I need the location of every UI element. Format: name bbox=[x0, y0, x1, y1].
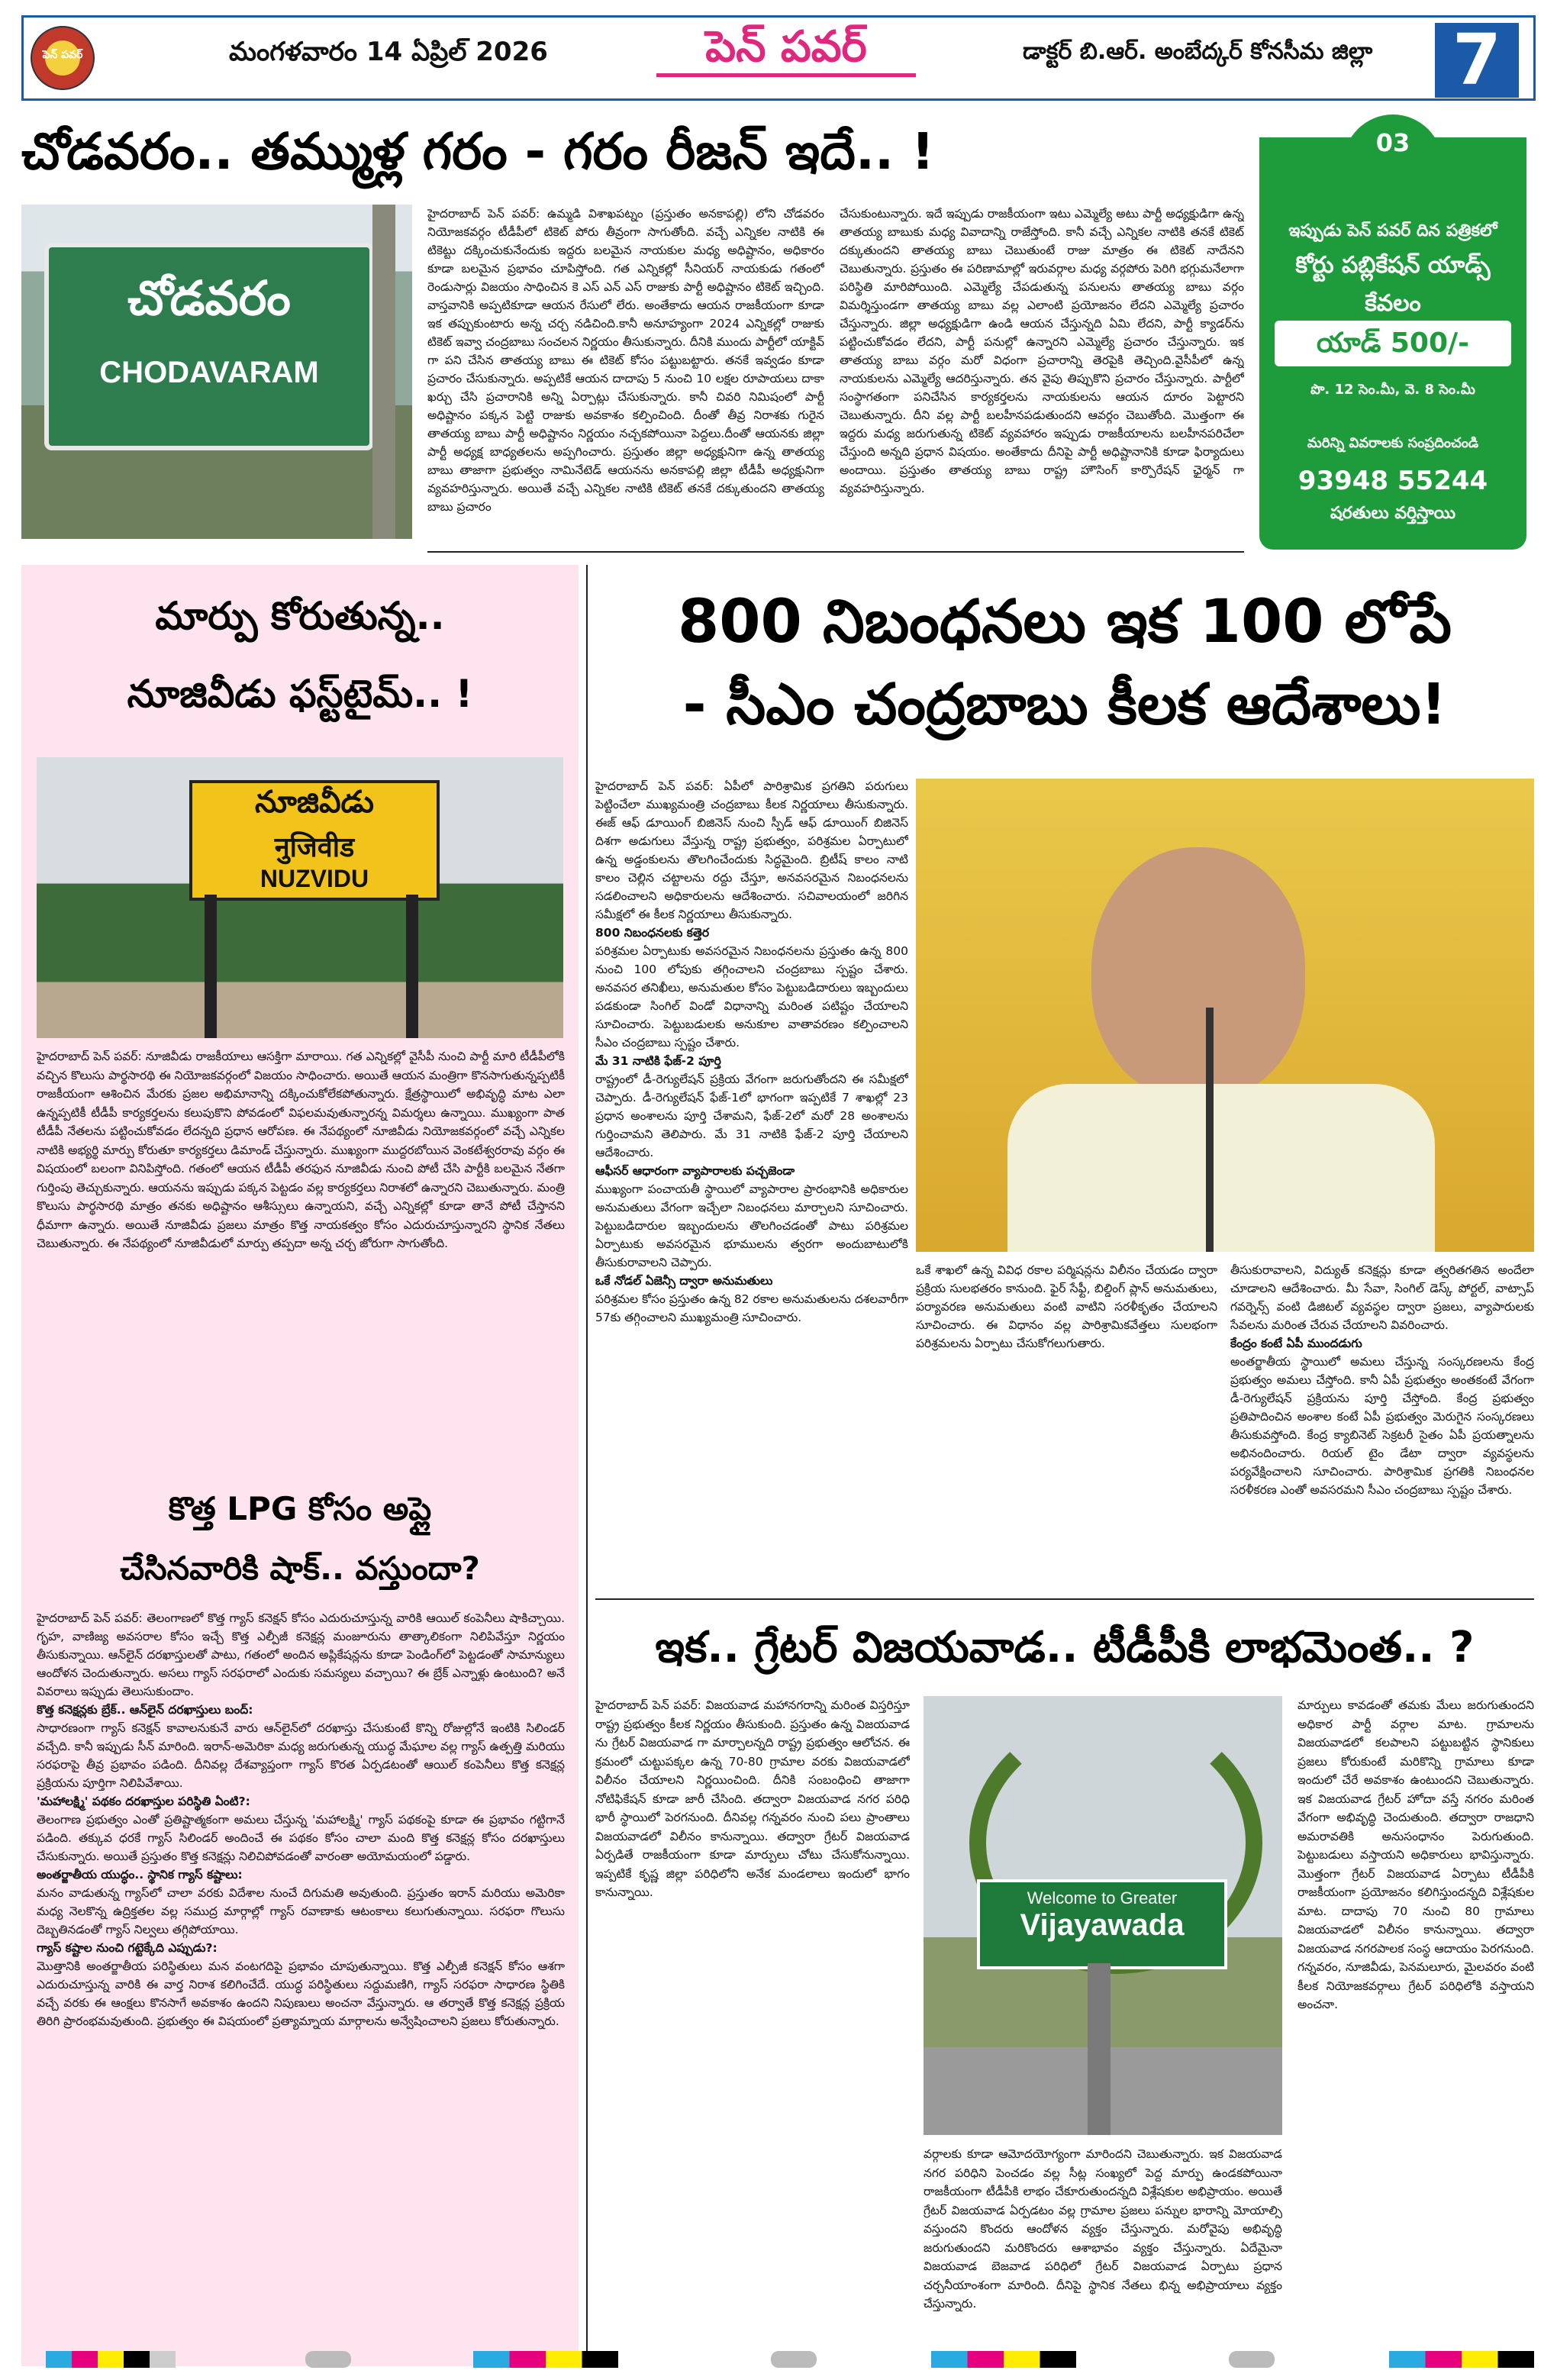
story4-subhead-3: ఆఫీసర్ ఆధారంగా వ్యాపారాలకు పచ్చజెండా bbox=[595, 1164, 795, 1178]
story5-headline: ఇక.. గ్రేటర్ విజయవాడ.. టీడీపీకి లాభమెంత.. ? bbox=[655, 1623, 1475, 1672]
ad-contact-label: మరిన్ని వివరాలకు సంప్రదించండి bbox=[1307, 435, 1479, 451]
story2-headline-line2: నూజివీడు ఫస్ట్‌టైమ్.. ! bbox=[127, 672, 473, 716]
issue-date: మంగళవారం 14 ఏప్రిల్ 2026 bbox=[229, 37, 548, 67]
story5-top-rule bbox=[595, 1598, 1534, 1600]
story3-subhead-1: కొత్త కనెక్షన్లకు బ్రేక్.. ఆన్‌లైన్ దరఖాస్తులు బంద్: bbox=[37, 1703, 253, 1717]
story1-column-1: హైదరాబాద్ పెన్ పవర్: ఉమ్మడి విశాఖపట్నం (ప్రస్తుతం అనకాపల్లి) లోని చోడవరం నియోజకవర్గం టీడీపీలో టికెట్ పోరు తీవ్రంగా సాగుతోంది. వచ్చే ఎన్నికల నాటికి ఈ టికెట్టు దక్కించుకునేందుకు ఇద్దరు బలమైన నాయకుల మధ్య అధిష్టానం, అధికారం కూడా బలమైన ప్రభావం చూపిస్తోంది. గత ఎన్నికల్లో సీనియర్ నాయకుడు గతంలో రెండుసార్లు విజయం సాధించిన కె ఎస్ ఎన్ ఎస్ రాజుకు పార్టీ అధిష్టానం టికెట్ ఇచ్చింది. వాస్తవానికి అప్పటికూడా ఆయన రేసులో లేరు. అంతేకాదు ఆయన రాజకీయంగా కూడా ఇక తప్పుకుంటారు అన్న చర్చ నడిచింది.కానీ అనూహ్యంగా 2024 ఎన్నికల్లో రాజుకు టికెట్ ఇవ్వా చంద్రబాబు సంచలన నిర్ణయం తీసుకున్నారు. దీనికి ముందు పార్టీలో యాక్టివ్ గా పని చేసిన తాతయ్య బాబు ఈ టికెట్ కోసం పట్టుబట్టారు. తనకే ఇవ్వడం కూడా ప్రచారం చేసుకున్నారు. అప్పటికే ఆయన దాదాపు 5 నుంచి 10 లక్షల రూపాయలు దాకా ఖర్చు చేసి ప్రచారానికి అన్ని ఏర్పాట్లు చేసుకున్నారు. కానీ చివరి నిమిషంలో పార్టీ అధిష్టానం పక్కన పెట్టి రాజుకు అవకాశం కల్పించింది. దీంతో తీవ్ర నిరాశకు గురైన తాతయ్య బాబు పార్టీ అధిష్టానం నిర్ణయం నచ్చకపోయినా పెద్దలు.దీంతో ఆయనకు జిల్లా పార్టీ అధ్యక్ష బాధ్యతలను అప్పగించారు. ప్రస్తుతం జిల్లా అధ్యక్షునిగా ఉన్న తాతయ్య బాబు తాజాగా ప్రభుత్వం నామినేటెడ్ ఆయనను అనకాపల్లి జిల్లా టీడీపీ అధ్యక్షునిగా వ్యవహరిస్తున్నారు. అయితే వచ్చే ఎన్నికల నాటికి టికెట్ తనకే దక్కుతుందని తాతయ్య బాబు ప్రచారం bbox=[427, 207, 824, 514]
story4-column-3 bbox=[1230, 1261, 1534, 1582]
color-bar-1 bbox=[46, 2351, 176, 2368]
story3-para-1: సాధారణంగా గ్యాస్ కనెక్షన్ కావాలనుకునే వారు ఆన్‌లైన్‌లో దరఖాస్తు చేసుకుంటే కొన్ని రోజుల్లోనే ఇంటికి సిలిండర్ వచ్చేది. కానీ ఇప్పుడు సీన్ మారింది. ఇరాన్-అమెరికా మధ్య జరుగుతున్న యుద్ధ మేఘాల వల్ల గ్యాస్ ఉత్పత్తి మరియు సరఫరాపై తీవ్ర ప్రభావం పడింది. దీనివల్ల దేశవ్యాప్తంగా గ్యాస్ కొరత ఏర్పడటంతో ఆయిల్ కంపెనీలు కొత్త కనెక్షన్ల ప్రక్రియను పూర్తిగా నిలిపివేశాయి. bbox=[37, 1721, 565, 1790]
ad-line1: ఇప్పుడు పెన్ పవర్ దిన పత్రికలో bbox=[1288, 221, 1497, 240]
reg-mark-3 bbox=[1229, 2351, 1275, 2368]
reg-mark-2 bbox=[771, 2351, 817, 2368]
story4-right-para-2: తీసుకురావాలని, విద్యుత్ కనెక్షన్లు కూడా త్వరితగతిన అందేలా చూడాలని ఆదేశించారు. మీ సేవా, సింగిల్ డెస్క్ పోర్టల్, వాట్సాప్ గవర్నెన్స్ వంటి డిజిటల్ వ్యవస్థల ద్వారా ప్రజలు, వ్యాపారులకు సేవలను మరింత చేరువ చేయాలని వివరించారు. bbox=[1230, 1263, 1534, 1332]
board-post-left bbox=[205, 895, 217, 1038]
story4-column-2: ఒకే శాఖలో ఉన్న వివిధ రకాల పర్మిషన్లను విలీనం చేయడం ద్వారా ప్రక్రియ సులభతరం కానుంది. ఫైర్ సేఫ్టీ, బిల్డింగ్ ప్లాన్ అనుమతులు, పర్యావరణ అనుమతులు వంటి వాటిని సరళీకృతం చేయాలని సూచించారు. ఈ విధానం వల్ల పారిశ్రామికవేత్తలు సులభంగా పరిశ్రమలను ఏర్పాటు చేసుకోగలుగుతారు. bbox=[916, 1263, 1217, 1350]
story4-para-1: హైదరాబాద్ పెన్ పవర్: ఏపీలో పారిశ్రామిక ప్రగతిని పరుగులు పెట్టించేలా ముఖ్యమంత్రి చంద్రబాబు కీలక నిర్ణయాలు తీసుకున్నారు. ఈజ్ ఆఫ్ డూయింగ్ బిజినెస్ నుంచి స్పీడ్ ఆఫ్ డూయింగ్ బిజినెస్ దిశగా అడుగులు వేస్తున్న రాష్ట్ర ప్రభుత్వం, పరిశ్రమల ఏర్పాటులో ఉన్న అడ్డంకులను తొలగించేందుకు సిద్ధమైంది. బ్రిటీష్ కాలం నాటి కాలం చెల్లిన చట్టాలను రద్దు చేస్తూ, అనవసరమైన నిబంధనలను సడలించాలని అధికారులను ఆదేశించారు. సచివాలయంలో జరిగిన సమీక్షలో ఈ కీలక నిర్ణయాలు తీసుకున్నారు. bbox=[595, 779, 908, 921]
story4-para-3: రాష్ట్రంలో డీ-రెగ్యులేషన్ ప్రక్రియ వేగంగా జరుగుతోందని ఈ సమీక్షలో చెప్పారు. డీ-రెగ్యులేషన్ ఫేజ్-1లో భాగంగా ఇప్పటికే 7 శాఖల్లో 23 ప్రధాన అంశాలను పూర్తి చేశామని, ఫేజ్-2లో మరో 28 అంశాలను గుర్తించామని తెలిపారు. మే 31 నాటికి ఫేజ్-2 పూర్తి చేయాలని ఆదేశించారు. bbox=[595, 1072, 908, 1159]
column-divider-left bbox=[586, 565, 588, 2351]
station-name-hindi: नुजिवीड bbox=[274, 832, 355, 863]
story4-subhead-4: ఒకే నోడల్ ఏజెన్సీ ద్వారా అనుమతులు bbox=[595, 1274, 773, 1288]
story1-divider bbox=[427, 551, 1244, 553]
story4-column-1 bbox=[595, 777, 908, 1586]
ad-number: 03 bbox=[1375, 128, 1410, 157]
story5-column-1: హైదరాబాద్ పెన్ పవర్: విజయవాడ మహానగరాన్ని మరింత విస్తరిస్తూ రాష్ట్ర ప్రభుత్వం కీలక నిర్ణయం తీసుకుంది. ప్రస్తుతం ఉన్న విజయవాడ ను గ్రేటర్ విజయవాడ గా మార్చాలన్నది రాష్ట్ర ప్రభుత్వం ఆలోచన. ఈ క్రమంలో చుట్టుపక్కల ఉన్న 70-80 గ్రామాల వరకు విజయవాడలో విలీనం చేయాలని నిర్ణయించింది. దీనికి సంబంధించి తాజాగా నోటిఫికేషన్ కూడా జారీ చేసింది. తద్వారా విజయవాడ నగర పరిధి భారీ స్థాయిలో పెరగనుంది. దీనివల్ల గన్నవరం నుంచి పలు ప్రాంతాలు విజయవాడలో విలీనం కానున్నాయి. తద్వారా గ్రేటర్ విజయవాడ ఏర్పడితే రాజకీయంగా కూడా మార్పులు చోటు చేసుకోనున్నాయి. ఇప్పటికే కృష్ణ జిల్లా పరిధిలోని అనేక మండలాలు ఇందులో భాగం కానున్నాయి. bbox=[595, 1698, 910, 1899]
story3-para-3: మనం వాడుతున్న గ్యాస్‌లో చాలా వరకు విదేశాల నుంచే దిగుమతి అవుతుంది. ప్రస్తుతం ఇరాన్ మరియు అమెరికా మధ్య నెలకొన్న ఉద్రిక్తతల వల్ల సముద్ర మార్గాల్లో గ్యాస్ రవాణాకు ఆటంకాలు కలుగుతున్నాయి. సరఫరా గొలుసు దెబ్బతినడంతో గ్యాస్ నిల్వలు తగ్గిపోయాయి. bbox=[37, 1886, 565, 1937]
ad-price: యాడ్ 500/- bbox=[1316, 327, 1470, 359]
city-name-text: Vijayawada bbox=[1020, 1908, 1185, 1942]
story2-headline-line1: మార్పు కోరుతున్న.. bbox=[155, 594, 445, 638]
ad-phone: 93948 55244 bbox=[1298, 466, 1488, 496]
story3-intro: హైదరాబాద్ పెన్ పవర్: తెలంగాణలో కొత్త గ్యాస్ కనెక్షన్ కోసం ఎదురుచూస్తున్న వారికి ఆయిల్ కంపెనీలు షాకిచ్చాయి. గృహ, వాణిజ్య అవసరాల కోసం ఇచ్చే కొత్త ఎల్పీజీ కనెక్షన్ల మంజూరును తాత్కాలికంగా నిలిపివేస్తూ నిర్ణయం తీసుకున్నాయి. ఆన్‌లైన్ దరఖాస్తులతో పాటు, గతంలో అందిన అప్లికేషన్లను కూడా పెండింగ్‌లో పెట్టడంతో సామాన్యులు ఆందోళన చెందుతున్నారు. అసలు గ్యాస్ సరఫరాలో ఎందుకు సమస్యలు వచ్చాయి? ఈ బ్రేక్ ఎన్నాళ్లు ఉంటుంది? అనే వివరాలు ఇప్పుడు తెలుసుకుందాం. bbox=[37, 1611, 565, 1698]
story4-para-2: పరిశ్రమల ఏర్పాటుకు అవసరమైన నిబంధనలను ప్రస్తుతం ఉన్న 800 నుంచి 100 లోపుకు తగ్గించాలని చంద్రబాబు స్పష్టం చేశారు. అనవసర తనిఖీలు, అనుమతుల కోసం పెట్టుబడిదారులు ఇబ్బందులు పడకుండా సింగిల్ విండో విధానాన్ని మరింత పటిష్టం చేయాలని సూచించారు. పెట్టుబడులకు అనుకూల వాతావరణం కల్పించాలని సీఎం చంద్రబాబు స్పష్టం చేశారు. bbox=[595, 944, 908, 1050]
ad-price-box bbox=[1275, 321, 1511, 366]
chodavaram-sign-photo bbox=[21, 205, 412, 539]
ad-line2: కోర్టు పబ్లికేషన్ యాడ్స్ bbox=[1295, 252, 1491, 279]
story3-subhead-2: 'మహాలక్ష్మి' పథకం దరఖాస్తుల పరిస్థితి ఏంటి?: bbox=[37, 1795, 250, 1808]
district-name: డాక్టర్ బి.ఆర్. అంబేద్కర్ కోనసీమ జిల్లా bbox=[1023, 38, 1373, 65]
story3-headline-line2: చేసినవారికి షాక్.. వస్తుందా? bbox=[120, 1550, 480, 1587]
story4-para-5: పరిశ్రమల కోసం ప్రస్తుతం ఉన్న 82 రకాల అనుమతులను దశలవారీగా 57కు తగ్గించాలని ముఖ్యమంత్రి సూచించారు. bbox=[595, 1292, 908, 1324]
court-ads-banner bbox=[1259, 128, 1526, 550]
welcome-board bbox=[977, 1879, 1227, 1969]
story4-right-para-3: అంతర్జాతీయ స్థాయిలో అమలు చేస్తున్న సంస్కరణలను కేంద్ర ప్రభుత్వం అమలు చేస్తోంది. కానీ ఏపీ ప్రభుత్వం అంతకంటే వేగంగా డీ-రెగ్యులేషన్ ప్రక్రియను పూర్తి చేస్తోంది. కేంద్ర ప్రభుత్వం ప్రతిపాదించిన అంశాల కంటే ఏపీ ప్రభుత్వం మెరుగైన సంస్కరణలు తీసుకువస్తోంది. కేంద్ర క్యాబినెట్ సెక్రటరీ సైతం ఏపీ ప్రయత్నాలను అభినందించారు. రియల్ టైం డేటా ద్వారా వ్యవస్థలను పర్యవేక్షించాలని సూచించారు. పారిశ్రామిక ప్రగతికి నిబంధనల సరళీకరణ ఎంతో అవసరమని సీఎం చంద్రబాబు స్పష్టం చేశారు. bbox=[1230, 1355, 1534, 1497]
nuzvidu-station-photo bbox=[37, 757, 563, 1038]
story2-body: హైదరాబాద్ పెన్ పవర్: నూజివీడు రాజకీయాలు ఆసక్తిగా మారాయి. గత ఎన్నికల్లో వైసీపీ నుంచి పార్టీ మారి టీడీపీలోకి వచ్చిన కొలుసు పార్థసారథి ఈ నియోజకవర్గంలో విజయం సాధించారు. అయితే ఆయన మంత్రిగా కొనసాగుతున్నప్పటికీ రాజకీయంగా ఆశించిన మేరకు ప్రజల అభిమానాన్ని దక్కించుకోలేకపోతున్నారు. క్షేత్రస్థాయిలో అభివృద్ధి మాట ఎలా ఉన్నప్పటికీ టీడీపీ కార్యకర్తలను కలుపుకొని పోవడంలో విఫలమవుతున్నారన్న విమర్శలు ఉన్నాయి. ముఖ్యంగా పాత టీడీపీ నేతలను పట్టించుకోవడం లేదన్నది ప్రధాన ఆరోపణ. ఈ నేపథ్యంలో నూజివీడు నియోజకవర్గంలో వచ్చే ఎన్నికల నాటికి అభ్యర్థి మార్పు కోరుతూ కార్యకర్తలు డిమాండ్ చేస్తున్నారు. ముఖ్యంగా ముద్దరబోయిన వెంకటేశ్వరరావు వర్గం ఈ విషయంలో బలంగా వినిపిస్తోంది. గతంలో ఆయన టీడీపీ తరఫున నూజివీడు నుంచి పోటీ చేసి పార్టీకి బలమైన నేతగా గుర్తింపు తెచ్చుకున్నారు. ఆయనను ఇప్పుడు పక్కన పెట్టడం వల్ల కార్యకర్తలు నిరాశలో ఉన్నారని చెబుతున్నారు. మంత్రి కొలుసు పార్థసారథి మాత్రం తనకు అధిష్టానం ఆశీస్సులు ఉన్నాయని, వచ్చే ఎన్నికల్లో కూడా తానే పోటీ చేస్తానని ధీమాగా ఉన్నారు. అయితే నూజివీడు ప్రజలు మాత్రం కొత్త నాయకత్వం కోసం ఎదురుచూస్తున్నారని స్థానిక నేతలు చెబుతున్నారు. ఈ నేపథ్యంలో నూజివీడులో మార్పు తప్పదా అన్న చర్చ జోరుగా సాగుతోంది. bbox=[37, 1050, 565, 1250]
sign-telugu-text: చోడవరం bbox=[127, 270, 291, 326]
sign-english-text: CHODAVARAM bbox=[99, 356, 319, 389]
sign-pole bbox=[372, 205, 395, 539]
story3-para-2: తెలంగాణ ప్రభుత్వం ఎంతో ప్రతిష్టాత్మకంగా అమలు చేస్తున్న 'మహాలక్ష్మి' గ్యాస్ పథకంపై కూడా ఈ ప్రభావం గట్టిగానే పడింది. తక్కువ ధరకే గ్యాస్ సిలిండర్ అందించే ఈ పథకం కోసం చాలా మంది కొత్త కనెక్షన్ల కోసం దరఖాస్తులు చేసుకున్నారు. అయితే ప్రస్తుతం కొత్త కనెక్షన్లు నిలిచిపోవడంతో వారంతా అయోమయంలో పడ్డారు. bbox=[37, 1813, 565, 1863]
story4-headline-line2: - సీఎం చంద్రబాబు కీలక ఆదేశాలు! bbox=[682, 672, 1447, 737]
ad-number-circle bbox=[1343, 114, 1443, 214]
page-number: 7 bbox=[1435, 23, 1519, 98]
story3-para-4: మొత్తానికి అంతర్జాతీయ పరిస్థితులు మన వంటగదిపై ప్రభావం చూపుతున్నాయి. కొత్త ఎల్పీజీ కనెక్షన్ కోసం ఆశగా ఎదురుచూస్తున్న వారికి ఈ వార్త నిరాశ కలిగించేదే. యుద్ధ పరిస్థితులు సద్దుమణిగి, గ్యాస్ సరఫరా సాధారణ స్థితికి వచ్చే వరకు ఈ ఆంక్షలు కొనసాగే అవకాశం ఉందని నిపుణులు అంచనా వేస్తున్నారు. ఆ తర్వాతే కొత్త కనెక్షన్ల ప్రక్రియ తిరిగి ప్రారంభమవుతుంది. ప్రభుత్వం ఈ విషయంలో ప్రత్యామ్నాయ మార్గాలను అన్వేషించాలని ప్రజలు కోరుతున్నారు. bbox=[37, 1959, 565, 2028]
green-signboard bbox=[44, 243, 374, 450]
paper-name-underline bbox=[656, 73, 916, 77]
story1-column-2: చేసుకుంటున్నారు. ఇదే ఇప్పుడు రాజకీయంగా ఇటు ఎమ్మెల్యే అటు పార్టీ అధ్యక్షుడిగా ఉన్న తాతయ్య బాబుకు మధ్య వివాదాన్ని రాజేస్తోంది. కానీ వచ్చే ఎన్నికల నాటికి తనకే టికెట్ దక్కుతుందని తాతయ్య బాబు చెబుతుంటే రాజు మాత్రం ఈ టికెట్ నాదేనని చెబుతున్నారు. ప్రస్తుతం ఈ పరిణామాల్లో ఇరువర్గాల మధ్య వర్గపోరు పెరిగి భగ్గుమనేలాగా పరిస్థితి మారిపోయింది. ఎమ్మెల్యే చేపడుతున్న పనులను తాతయ్య బాబు వర్గం విమర్శిస్తుండగా తాతయ్య బాబు వల్ల ఎలాంటి ప్రయోజనం లేదని ఎమ్మెల్యే ప్రచారం చేస్తున్నారు. జిల్లా అధ్యక్షుడిగా ఉండి ఆయన చేస్తున్నది ఏమి లేదని, పార్టీ క్యాడర్‌ను పట్టించుకోవడం లేదని, పార్టీ పనుల్లో ఉన్నారని ఎమ్మెల్యే ప్రచారం చేస్తున్నారు. ఇక తాతయ్య బాబు వర్గం మరో విధంగా ప్రచారాన్ని తెరపైకి తెచ్చింది.వైసీపీలో ఉన్న నాయకులను ఎమ్మెల్యే ఆదరిస్తున్నారు. తన వైపు తిప్పుకొని ప్రచారం చేస్తున్నారు. పార్టీలో సంస్థాగతంగా పనిచేసిన కార్యకర్తలను నాయకులను ఆయన దూరం పెట్టారని చెబుతున్నారు. దీని వల్ల పార్టీ బలహీనపడుతుందని ఆవర్గం చెబుతోంది. మొత్తంగా ఈ ఇద్దరు మధ్య జరుగుతున్న టికెట్ వ్యవహారం ఇప్పుడు రాజకీయాలను బలహీనపరిచేలా చేస్తుంది అన్నది ప్రధాన విషయం. అంతేకాదు దీనిపై పార్టీ అధిష్టానానికి కూడా ఫిర్యాదులు అందాయి. ప్రస్తుతం తాతయ్య బాబు రాష్ట్ర హౌసింగ్ కార్పొరేషన్ ఛైర్మన్ గా వ్యవహరిస్తున్నారు. bbox=[840, 207, 1244, 495]
ad-terms: షరతులు వర్తిస్తాయి bbox=[1330, 504, 1455, 523]
story4-subhead-5: కేంద్రం కంటే ఏపీ ముందడుగు bbox=[1230, 1337, 1362, 1350]
story1-headline: చోడవరం.. తమ్ముళ్ల గరం - గరం రీజన్ ఇదే.. ! bbox=[21, 122, 935, 181]
story4-subhead-1: 800 నిబంధనలకు కత్తెర bbox=[595, 926, 710, 940]
logo-text: పెన్ పవర్ bbox=[42, 49, 83, 61]
board-post-right bbox=[406, 895, 418, 1038]
paper-name: పెన్ పవర్ bbox=[705, 21, 867, 72]
chief-minister-photo bbox=[916, 779, 1534, 1252]
color-bar-3 bbox=[931, 2351, 1076, 2368]
story3-subhead-4: గ్యాస్ కష్టాల నుంచి గట్టెక్కేది ఎప్పుడు?: bbox=[37, 1941, 218, 1955]
story5-column-2: వర్గాలకు కూడా ఆమోదయోగ్యంగా మారిందని చెబుతున్నారు. ఇక విజయవాడ నగర పరిధిని పెంచడం వల్ల సీట్ల సంఖ్యలో పెద్ద మార్పు ఉండకపోయినా రాజకీయంగా టీడీపీకి లాభం చేకూరుతుందన్నది విశ్లేషకుల అభిప్రాయం. అయితే గ్రేటర్ విజయవాడ ఏర్పడటం వల్ల గ్రామాల ప్రజలు పన్నుల భారాన్ని మోయాల్సి వస్తుందని కొందరు ఆందోళన వ్యక్తం చేస్తున్నారు. మరోవైపు అభివృద్ధి జరుగుతుందని మరికొందరు ఆశాభావం వ్యక్తం చేస్తున్నారు. ఏదేమైనా విజయవాడ బెజవాడ పరిధిలో గ్రేటర్ విజయవాడ ఏర్పాటు ప్రధాన చర్చనీయాంశంగా మారింది. దీనిపై స్థానిక నేతలు భిన్న అభిప్రాయాలు వ్యక్తం చేస్తున్నారు. bbox=[924, 2147, 1282, 2311]
reg-mark-1 bbox=[305, 2351, 351, 2368]
story5-column-3: మార్పులు కావడంతో తమకు మేలు జరుగుతుందని అధికార పార్టీ వర్గాల మాట. గ్రామాలను విజయవాడలో కలపాలని పట్టుబట్టిన స్థానికులు ప్రజలు కోరుకుంటే మరికొన్ని గ్రామాలు కూడా ఇందులో చేరే అవకాశం ఉంటుందని చెబుతున్నారు. ఇక విజయవాడ గ్రేటర్ హోదా వస్తే నగరం మరింత వేగంగా అభివృద్ధి చెందుతుంది. తద్వారా రాజధాని అమరావతికి అనుసంధానం పెరుగుతుంది. పెట్టుబడులు వస్తాయని అధికారులు భావిస్తున్నారు. మొత్తంగా గ్రేటర్ విజయవాడ ఏర్పాటు టీడీపీకి రాజకీయంగా ప్రయోజనం కలిగిస్తుందన్నది విశ్లేషకుల మాట. దాదాపు 70 నుంచి 80 గ్రామాలు విజయవాడలో విలీనం కానున్నాయి. తద్వారా విజయవాడ నగరపాలక సంస్థ ఆదాయం పెరగనుంది. గన్నవరం, నూజివీడు, పెనమలూరు, మైలవరం వంటి కీలక నియోజకవర్గాలు గ్రేటర్ పరిధిలోకి వస్తాయని అంచనా. bbox=[1298, 1698, 1534, 2011]
portrait-shirt bbox=[1007, 1084, 1435, 1252]
board-pillar bbox=[1088, 1963, 1111, 2135]
color-bar-2 bbox=[473, 2351, 618, 2368]
story3-headline-line1: కొత్త LPG కోసం అప్లై bbox=[168, 1490, 432, 1527]
station-name-telugu: నూజివీడు bbox=[255, 785, 374, 820]
ad-size: పొ. 12 సెం.మీ, వె. 8 సెం.మీ bbox=[1310, 382, 1475, 398]
ad-line3: కేవలం bbox=[1365, 290, 1421, 317]
yellow-station-board bbox=[189, 780, 440, 901]
story4-subhead-2: మే 31 నాటికి ఫేజ్-2 పూర్తి bbox=[595, 1054, 721, 1068]
portrait-face bbox=[1091, 847, 1305, 1099]
welcome-text: Welcome to Greater bbox=[1027, 1888, 1178, 1908]
microphone bbox=[1206, 1008, 1214, 1252]
station-name-english: NUZVIDU bbox=[260, 865, 369, 892]
paper-logo bbox=[31, 26, 95, 90]
story4-para-4: ముఖ్యంగా పంచాయతీ స్థాయిలో వ్యాపారాల ప్రారంభానికి అధికారుల అనుమతులు వేగంగా ఇచ్చేలా నిబంధనలు మార్చాలని సూచించారు. పెట్టుబడిదారుల ఇబ్బందులను తొలగించడంతో పాటు పరిశ్రమల ఏర్పాటుకు అవసరమైన భూములను త్వరగా అందుబాటులోకి తీసుకురావాలని చెప్పారు. bbox=[595, 1182, 908, 1269]
color-bar-4 bbox=[1389, 2351, 1534, 2368]
story4-headline-line1: 800 నిబంధనలు ఇక 100 లోపే bbox=[678, 588, 1452, 656]
story3-body bbox=[37, 1609, 565, 2342]
greater-vijayawada-photo bbox=[924, 1696, 1282, 2135]
story3-subhead-3: అంతర్జాతీయ యుద్ధం.. స్థానిక గ్యాస్ కష్టాలు: bbox=[37, 1868, 243, 1882]
